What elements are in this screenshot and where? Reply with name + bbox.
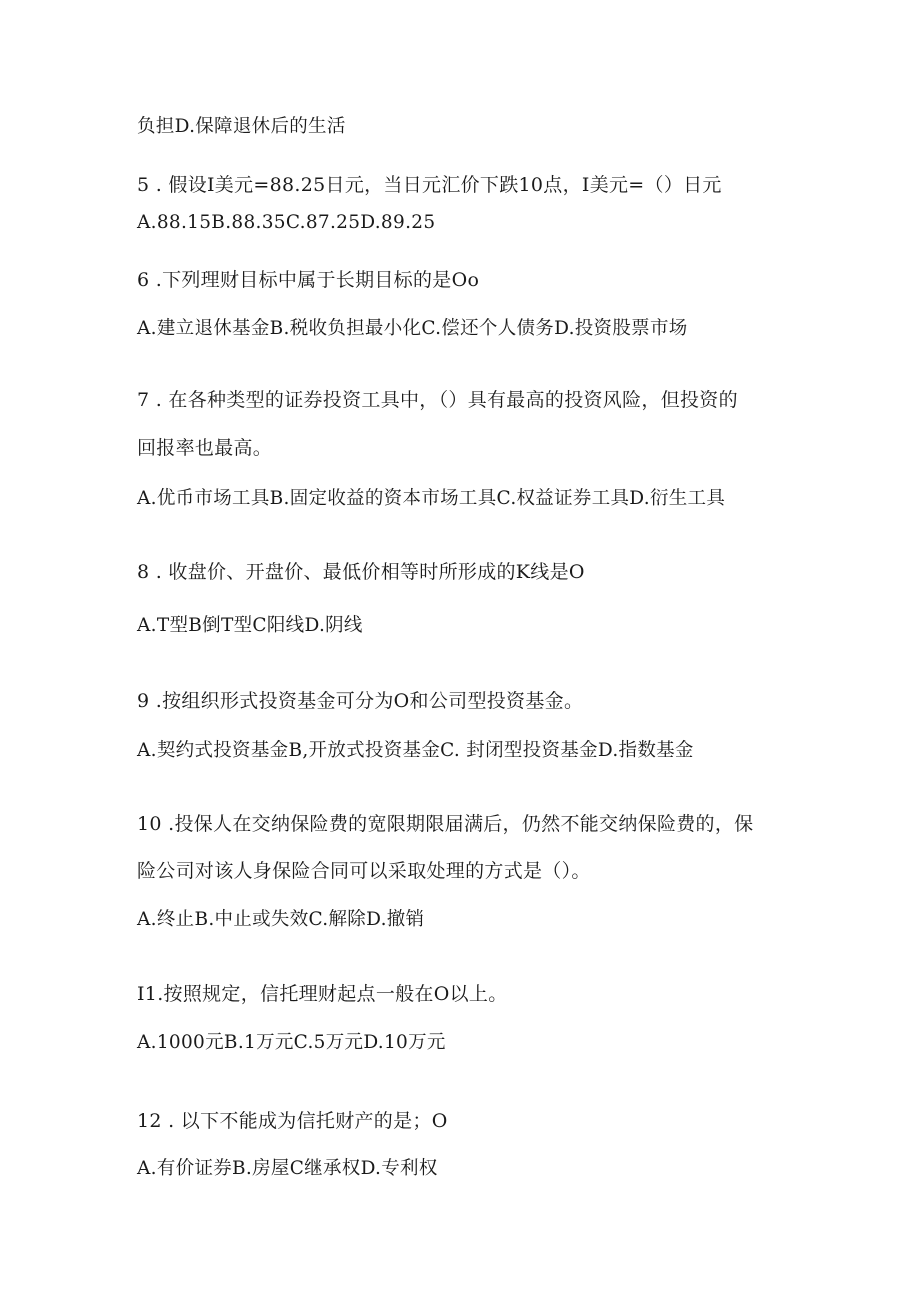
question-10-options: A.终止B.中止或失效C.解除D.撤销 xyxy=(137,909,425,930)
question-9-options: A.契约式投资基金B,开放式投资基金C. 封闭型投资基金D.指数基金 xyxy=(137,740,694,761)
question-7-options: A.优币市场工具B.固定收益的资本市场工具C.权益证券工具D.衍生工具 xyxy=(137,488,726,509)
question-6: 6 .下列理财目标中属于长期目标的是Oo xyxy=(137,269,480,291)
text-line-options: 负担D.保障退休后的生活 xyxy=(137,116,346,137)
question-12-options: A.有价证券B.房屋C继承权D.专利权 xyxy=(137,1158,438,1179)
question-5-options: A.88.15B.88.35C.87.25D.89.25 xyxy=(137,212,436,233)
question-7-line-2: 回报率也最高。 xyxy=(137,437,273,459)
question-11-options: A.1000元B.1万元C.5万元D.10万元 xyxy=(137,1032,446,1053)
question-10-line-1: 10 .投保人在交纳保险费的宽限期限届满后，仍然不能交纳保险费的，保 xyxy=(137,813,754,835)
question-8: 8 . 收盘价、开盘价、最低价相等时所形成的K线是O xyxy=(137,561,585,583)
question-10-line-2: 险公司对该人身保险合同可以采取处理的方式是（）。 xyxy=(137,860,591,882)
question-11: I1.按照规定，信托理财起点一般在O以上。 xyxy=(137,983,508,1005)
question-7-line-1: 7 . 在各种类型的证券投资工具中，（）具有最高的投资风险，但投资的 xyxy=(137,389,738,411)
question-12: 12 . 以下不能成为信托财产的是；O xyxy=(137,1110,448,1132)
question-5: 5 . 假设I美元=88.25日元，当日元汇价下跌10点，I美元=（）日元 xyxy=(137,174,722,196)
question-6-options: A.建立退休基金B.税收负担最小化C.偿还个人债务D.投资股票市场 xyxy=(137,318,688,339)
question-9: 9 .按组织形式投资基金可分为O和公司型投资基金。 xyxy=(137,690,584,712)
question-8-options: A.T型B倒T型C阳线D.阴线 xyxy=(137,615,363,636)
